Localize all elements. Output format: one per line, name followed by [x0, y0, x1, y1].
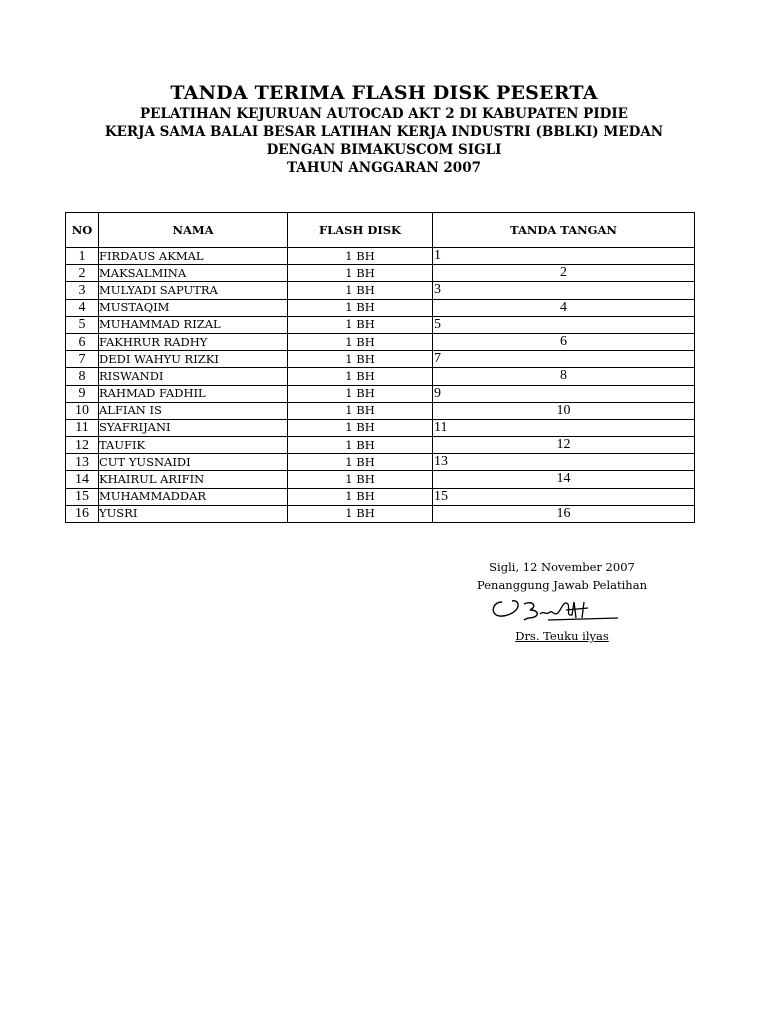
signature-cell: 15: [433, 488, 695, 505]
subtitle-line-4: TAHUN ANGGARAN 2007: [286, 160, 481, 176]
signer-role: Penanggung Jawab Pelatihan: [477, 578, 647, 592]
table-row: [66, 351, 695, 368]
table-header-row: [66, 213, 695, 248]
participant-name: MULYADI SAPUTRA: [99, 282, 288, 299]
flash-disk-quantity: 1 BH: [288, 437, 433, 454]
flash-disk-quantity: 1 BH: [288, 316, 433, 333]
table-row: [66, 437, 695, 454]
flash-disk-quantity: 1 BH: [288, 488, 433, 505]
row-number: 5: [66, 316, 99, 333]
table-row: [66, 282, 695, 299]
participant-name: KHAIRUL ARIFIN: [99, 471, 288, 488]
signature-cell: 10: [433, 402, 695, 419]
signature-cell: 6: [433, 333, 695, 350]
row-number: 13: [66, 454, 99, 471]
place-date: Sigli, 12 November 2007: [489, 560, 635, 574]
signature-cell: 11: [433, 419, 695, 436]
column-header-flash-disk: FLASH DISK: [288, 213, 433, 248]
flash-disk-quantity: 1 BH: [288, 402, 433, 419]
column-header-tanda-tangan: TANDA TANGAN: [433, 213, 695, 248]
flash-disk-quantity: 1 BH: [288, 505, 433, 522]
participant-name: MUHAMMADDAR: [99, 488, 288, 505]
signature-cell: 7: [433, 351, 695, 368]
table-row: [66, 505, 695, 522]
signature-cell: 3: [433, 282, 695, 299]
flash-disk-quantity: 1 BH: [288, 351, 433, 368]
participant-name: TAUFIK: [99, 437, 288, 454]
table-body: [66, 248, 695, 523]
participant-name: MAKSALMINA: [99, 265, 288, 282]
table-row: [66, 265, 695, 282]
participant-name: ALFIAN IS: [99, 402, 288, 419]
table-row: [66, 471, 695, 488]
flash-disk-quantity: 1 BH: [288, 333, 433, 350]
row-number: 10: [66, 402, 99, 419]
participant-name: MUSTAQIM: [99, 299, 288, 316]
participant-name: DEDI WAHYU RIZKI: [99, 351, 288, 368]
flash-disk-quantity: 1 BH: [288, 368, 433, 385]
flash-disk-quantity: 1 BH: [288, 282, 433, 299]
flash-disk-quantity: 1 BH: [288, 299, 433, 316]
row-number: 9: [66, 385, 99, 402]
signature-cell: 12: [433, 437, 695, 454]
column-header-no: NO: [66, 213, 99, 248]
participant-name: FIRDAUS AKMAL: [99, 248, 288, 265]
table-row: [66, 419, 695, 436]
subtitle-line-3: DENGAN BIMAKUSCOM SIGLI: [266, 142, 502, 158]
table-row: [66, 333, 695, 350]
row-number: 12: [66, 437, 99, 454]
table-row: [66, 385, 695, 402]
table-row: [66, 402, 695, 419]
participant-name: FAKHRUR RADHY: [99, 333, 288, 350]
row-number: 3: [66, 282, 99, 299]
row-number: 15: [66, 488, 99, 505]
handwritten-signature: [488, 596, 623, 626]
participant-name: SYAFRIJANI: [99, 419, 288, 436]
signature-cell: 2: [433, 265, 695, 282]
signature-cell: 5: [433, 316, 695, 333]
table-row: [66, 299, 695, 316]
row-number: 1: [66, 248, 99, 265]
signature-cell: 1: [433, 248, 695, 265]
flash-disk-quantity: 1 BH: [288, 419, 433, 436]
signature-cell: 13: [433, 454, 695, 471]
signer-name: Drs. Teuku ilyas: [515, 629, 609, 643]
document-title: TANDA TERIMA FLASH DISK PESERTA: [170, 82, 598, 104]
signature-cell: 14: [433, 471, 695, 488]
column-header-nama: NAMA: [99, 213, 288, 248]
row-number: 8: [66, 368, 99, 385]
row-number: 11: [66, 419, 99, 436]
flash-disk-quantity: 1 BH: [288, 265, 433, 282]
signature-cell: 9: [433, 385, 695, 402]
flash-disk-quantity: 1 BH: [288, 454, 433, 471]
table-row: [66, 454, 695, 471]
row-number: 4: [66, 299, 99, 316]
row-number: 16: [66, 505, 99, 522]
receipt-table: [65, 212, 695, 523]
flash-disk-quantity: 1 BH: [288, 471, 433, 488]
table-row: [66, 316, 695, 333]
participant-name: MUHAMMAD RIZAL: [99, 316, 288, 333]
row-number: 14: [66, 471, 99, 488]
flash-disk-quantity: 1 BH: [288, 248, 433, 265]
flash-disk-quantity: 1 BH: [288, 385, 433, 402]
signature-cell: 16: [433, 505, 695, 522]
table-row: [66, 488, 695, 505]
participant-name: RISWANDI: [99, 368, 288, 385]
row-number: 2: [66, 265, 99, 282]
table-row: [66, 248, 695, 265]
signature-cell: 8: [433, 368, 695, 385]
row-number: 7: [66, 351, 99, 368]
signature-cell: 4: [433, 299, 695, 316]
row-number: 6: [66, 333, 99, 350]
subtitle-line-2: KERJA SAMA BALAI BESAR LATIHAN KERJA INDUSTRI (BBLKI) MEDAN: [104, 124, 664, 140]
participant-name: YUSRI: [99, 505, 288, 522]
subtitle-line-1: PELATIHAN KEJURUAN AUTOCAD AKT 2 DI KABUPATEN PIDIE: [140, 106, 628, 122]
participant-name: CUT YUSNAIDI: [99, 454, 288, 471]
table-row: [66, 368, 695, 385]
participant-name: RAHMAD FADHIL: [99, 385, 288, 402]
